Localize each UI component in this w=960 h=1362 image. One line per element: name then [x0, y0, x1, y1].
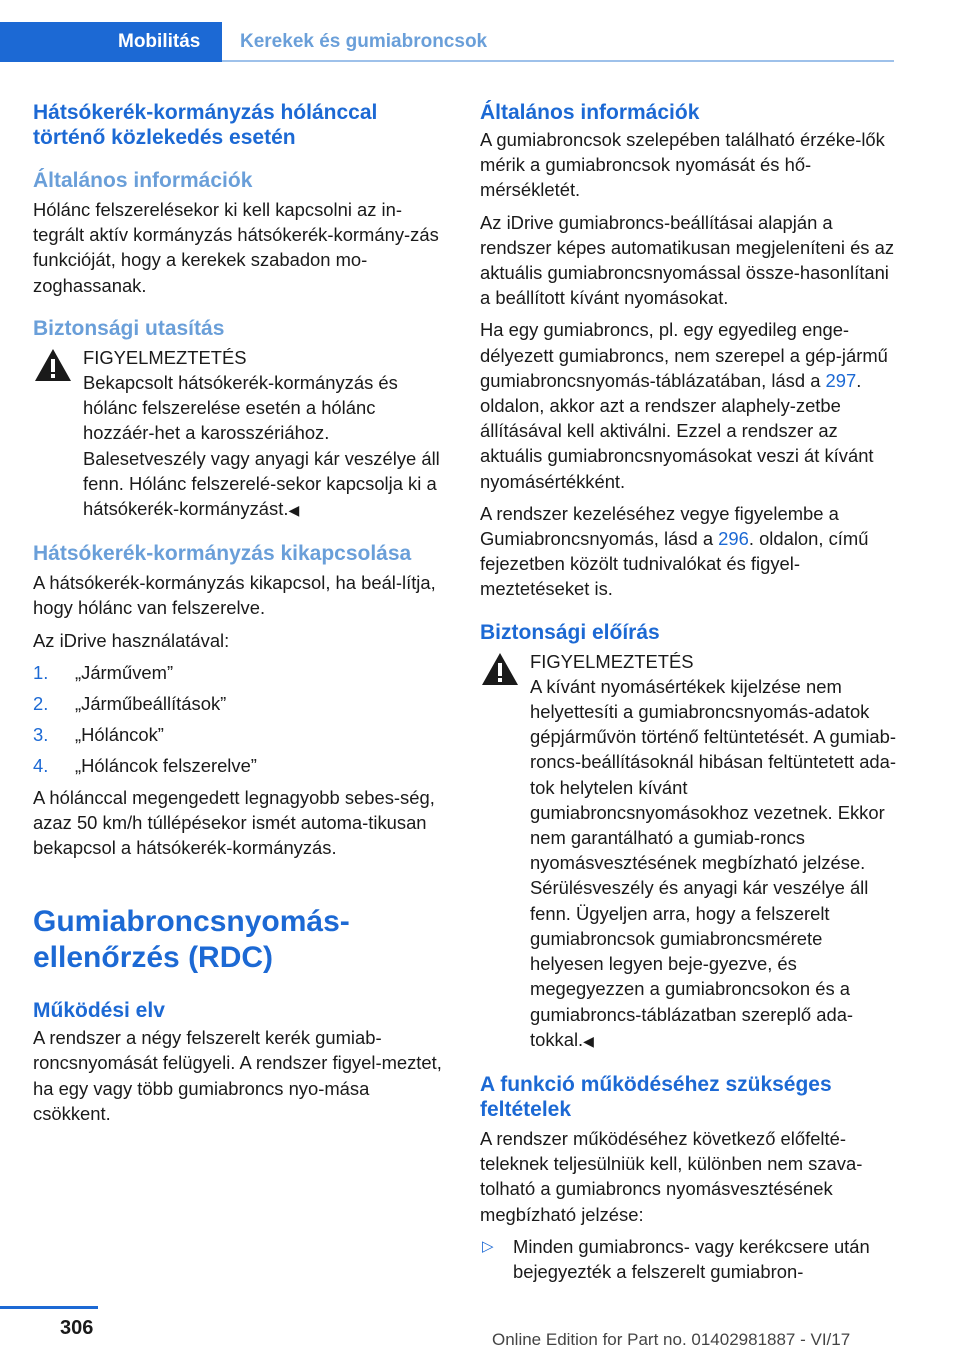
heading-rdc: Gumiabroncsnyomás-ellenőrzés (RDC) — [33, 905, 350, 975]
step-number: 4. — [33, 755, 49, 777]
paragraph-operating-principle: A rendszer a négy felszerelt kerék gumiab-roncsnyomását felügyeli. A rendszer figyel-meztet, ha egy vagy több gumiabroncs nyo-mása csökkent. — [33, 1027, 442, 1124]
right-column — [480, 100, 896, 1284]
page-number: 306 — [60, 1317, 94, 1339]
step-number: 3. — [33, 724, 49, 746]
list-item — [33, 722, 449, 747]
paragraph-speed-limit: A hólánccal megengedett legnagyobb sebes-ség, azaz 50 km/h túllépésekor ismét automa-tikusan bekapcsol a hátsókerék-kormányzás. — [33, 786, 435, 859]
end-mark-icon: ◀ — [583, 1032, 594, 1049]
warning-triangle-icon — [480, 651, 520, 689]
header-divider — [222, 60, 894, 62]
warning-block — [480, 649, 896, 1054]
bullet-triangle-icon: ▷ — [482, 1237, 494, 1255]
heading-safety-rule: Biztonsági előírás — [480, 620, 660, 644]
steps-list — [33, 660, 449, 779]
edition-footer: Online Edition for Part no. 01402981887 - VI/17 — [492, 1330, 851, 1349]
paragraph-tire-not-listed — [480, 317, 896, 493]
footer-accent-bar — [0, 1306, 98, 1309]
paragraph-general-info: Hólánc felszerelésekor ki kell kapcsolni az in-tegrált aktív kormányzás hátsókerék-kormány-zás funkcióját, hogy a kerekek szabadon mo-zoghassanak. — [33, 199, 439, 296]
paragraph-idrive-settings: Az iDrive gumiabroncs-beállításai alapján a rendszer képes automatikusan megjeleníteni és az aktuális gumiabroncsnyomással össze-hasonlítani a beállított kívánt nyomásokat. — [480, 211, 895, 309]
step-label: „Járműbeállítások” — [75, 693, 227, 715]
tire-text-start: Ha egy gumiabroncs, pl. egy egyedileg enge-délyezett gumiabroncs, nem szerepel a gép-jármű gumiabroncsnyomás-táblázatában, lásd a — [480, 319, 888, 391]
list-item — [33, 753, 449, 778]
heading-rear-steering-snow-chains: Hátsókerék-kormányzás hólánccal történő közlekedés esetén — [33, 101, 378, 149]
paragraph-operation — [480, 501, 896, 602]
heading-requirements: A funkció működéséhez szükséges feltételek — [480, 1072, 832, 1121]
step-label: „Hóláncok” — [75, 724, 164, 746]
warning-triangle-icon — [33, 347, 73, 385]
list-item — [33, 660, 449, 685]
heading-disable-rear-steering: Hátsókerék-kormányzás kikapcsolása — [33, 542, 412, 566]
paragraph-requirements: A rendszer működéséhez következő előfelté-teleknek teljesülniük kell, különben nem szava-tolható a gumiabroncs nyomásvesztésének megbízható jelzése: — [480, 1127, 863, 1225]
list-item — [33, 691, 449, 716]
page-link-296[interactable]: 296 — [718, 528, 749, 550]
heading-operating-principle: Működési elv — [33, 999, 165, 1023]
tab-mobilitas[interactable]: Mobilitás — [0, 22, 222, 62]
warning-title: FIGYELMEZTETÉS — [83, 346, 247, 368]
left-column — [33, 100, 449, 1133]
warning-text-content: Bekapcsolt hátsókerék-kormányzás és hólánc felszerelése esetén a hólánc hozzáér-het a karosszériához. Balesetveszély vagy anyagi kár veszélye áll fenn. Hólánc felszerelé-sekor kapcsolja ki a hátsókerék-kormányzást.◀ — [83, 372, 440, 520]
heading-safety-instruction: Biztonsági utasítás — [33, 316, 225, 340]
end-mark-icon: ◀ — [288, 502, 300, 519]
bullet-text: Minden gumiabroncs- vagy kerékcsere után bejegyezték a felszerelt gumiabron- — [513, 1235, 870, 1282]
paragraph-disable: A hátsókerék-kormányzás kikapcsol, ha beál-lítja, hogy hólánc van felszerelve. — [33, 572, 436, 619]
tab-wheels-and-tires[interactable]: Kerekek és gumiabroncsok — [240, 31, 488, 52]
paragraph-sensors: A gumiabroncsok szelepében található érzéke-lők mérik a gumiabroncsok nyomását és hő-mérsékletét. — [480, 129, 885, 201]
requirements-list — [480, 1234, 896, 1284]
warning-text-content: A kívánt nyomásértékek kijelzése nem helyettesíti a gumiabroncsnyomás-adatok gépjárművön történő feltüntetését. A gumiab-roncs-beállításoknál hibásan feltüntetett ada-tok helytelen kívánt gumiabroncsnyomásokhoz vezetnek. Ekkor nem garantálható a gumiab-roncs nyomásvesztésének megbízható jelzése. Sérülésveszély és anyagi kár veszélye áll fenn. Ügyeljen arra, hogy a felszerelt gumiabroncsok gumiabroncsmérete helyesen legyen beje-gyezve, és megegyezzen a gumiabroncsokon és a gumiabroncs-táblázatban szereplő ada-tokkal.◀ — [530, 675, 896, 1050]
tire-text-end: . oldalon, akkor azt a rendszer alaphely-zetbe állításával kell aktiválni. Ezzel a rendszer az aktuális gumiabroncsnyomásokat veszi át kívánt nyomásértékként. — [480, 369, 874, 492]
heading-general-info: Általános információk — [33, 169, 253, 192]
heading-general-info-rdc: Általános információk — [480, 101, 700, 124]
operation-text-end: . oldalon, című fejezetben közölt tudnivalókat és figyel-meztetéseket is. — [480, 528, 869, 600]
page-link-297[interactable]: 297 — [825, 369, 857, 391]
step-number: 2. — [33, 693, 49, 715]
step-label: „Járművem” — [75, 661, 174, 683]
list-item — [480, 1234, 896, 1284]
warning-title: FIGYELMEZTETÉS — [530, 650, 694, 672]
operation-text-start: A rendszer kezeléséhez vegye figyelembe a Gumiabroncsnyomás, lásd a — [480, 502, 839, 550]
warning-block — [33, 345, 449, 523]
warning-text — [33, 370, 449, 523]
step-label: „Hóláncok felszerelve” — [75, 755, 257, 777]
paragraph-idrive: Az iDrive használatával: — [33, 629, 230, 651]
step-number: 1. — [33, 661, 49, 683]
page-header — [0, 0, 960, 62]
